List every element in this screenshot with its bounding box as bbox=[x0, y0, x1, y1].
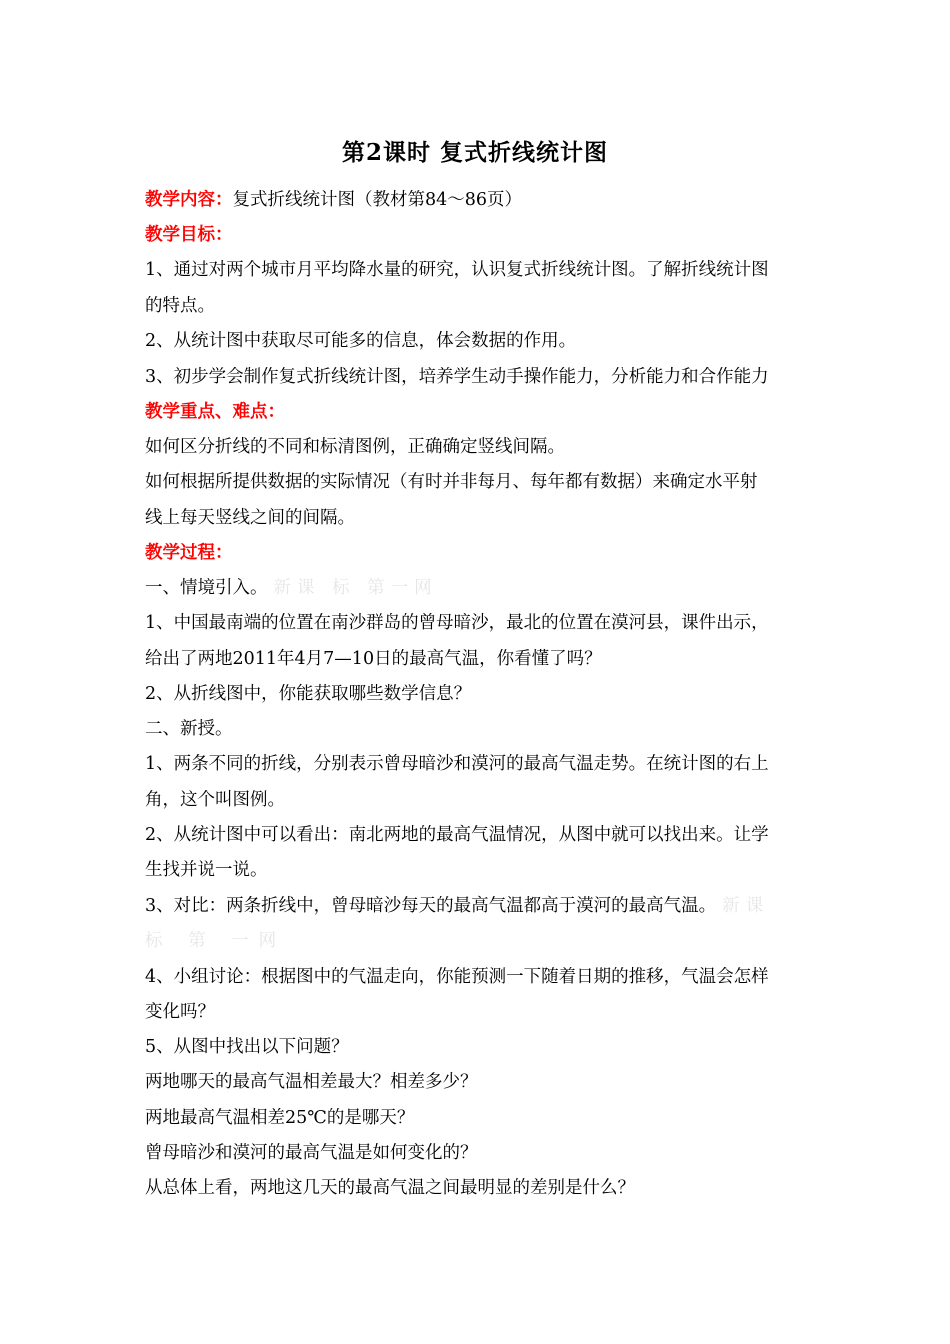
new-line: 3、对比：两条折线中，曾母暗沙每天的最高气温都高于漠河的最高气温。 bbox=[145, 896, 717, 916]
new-line: 角，这个叫图例。 bbox=[145, 790, 285, 810]
question-line: 两地哪天的最高气温相差最大？相差多少？ bbox=[145, 1072, 478, 1092]
objectives-label: 教学目标： bbox=[145, 225, 233, 245]
intro-heading: 一、情境引入。 bbox=[145, 578, 268, 598]
content-line bbox=[145, 189, 815, 211]
watermark-text: 新课 bbox=[722, 896, 770, 916]
key-points-label: 教学重点、难点： bbox=[145, 402, 285, 422]
objective-line: 的特点。 bbox=[145, 296, 215, 316]
question-line: 从总体上看，两地这几天的最高气温之间最明显的差别是什么？ bbox=[145, 1178, 635, 1198]
process-label: 教学过程： bbox=[145, 543, 233, 563]
intro-line: 给出了两地2011年4月7—10日的最高气温，你看懂了吗？ bbox=[145, 649, 602, 669]
intro-heading-line bbox=[145, 577, 815, 599]
objective-line: 1、通过对两个城市月平均降水量的研究，认识复式折线统计图。了解折线统计图 bbox=[145, 260, 769, 280]
new-heading: 二、新授。 bbox=[145, 719, 233, 739]
content-label: 教学内容： bbox=[145, 190, 233, 210]
key-point-line: 线上每天竖线之间的间隔。 bbox=[145, 508, 355, 528]
new-line: 生找并说一说。 bbox=[145, 860, 268, 880]
watermark-text: 新课 标 第一网 bbox=[273, 578, 438, 598]
new-line: 1、两条不同的折线，分别表示曾母暗沙和漠河的最高气温走势。在统计图的右上 bbox=[145, 754, 769, 774]
new-line: 4、小组讨论：根据图中的气温走向，你能预测一下随着日期的推移，气温会怎样 bbox=[145, 967, 769, 987]
question-line: 两地最高气温相差25℃的是哪天？ bbox=[145, 1108, 415, 1128]
intro-line: 1、中国最南端的位置在南沙群岛的曾母暗沙，最北的位置在漠河县，课件出示， bbox=[145, 613, 769, 633]
objective-line: 2、从统计图中获取尽可能多的信息，体会数据的作用。 bbox=[145, 331, 577, 351]
content-text: 复式折线统计图（教材第84～86页） bbox=[232, 190, 523, 210]
key-point-line: 如何区分折线的不同和标清图例，正确确定竖线间隔。 bbox=[145, 437, 565, 457]
new-line-with-watermark bbox=[145, 895, 815, 917]
watermark-text: 标 第 一网 bbox=[145, 931, 287, 951]
new-line: 5、从图中找出以下问题？ bbox=[145, 1037, 349, 1057]
page-title: 第2课时 复式折线统计图 bbox=[341, 139, 608, 166]
new-line: 变化吗？ bbox=[145, 1002, 215, 1022]
intro-line: 2、从折线图中，你能获取哪些数学信息？ bbox=[145, 684, 472, 704]
objective-line: 3、初步学会制作复式折线统计图，培养学生动手操作能力，分析能力和合作能力 bbox=[145, 367, 769, 387]
new-line: 2、从统计图中可以看出：南北两地的最高气温情况，从图中就可以找出来。让学 bbox=[145, 825, 769, 845]
watermark-line bbox=[145, 930, 815, 952]
key-point-line: 如何根据所提供数据的实际情况（有时并非每月、每年都有数据）来确定水平射 bbox=[145, 472, 758, 492]
question-line: 曾母暗沙和漠河的最高气温是如何变化的？ bbox=[145, 1143, 478, 1163]
